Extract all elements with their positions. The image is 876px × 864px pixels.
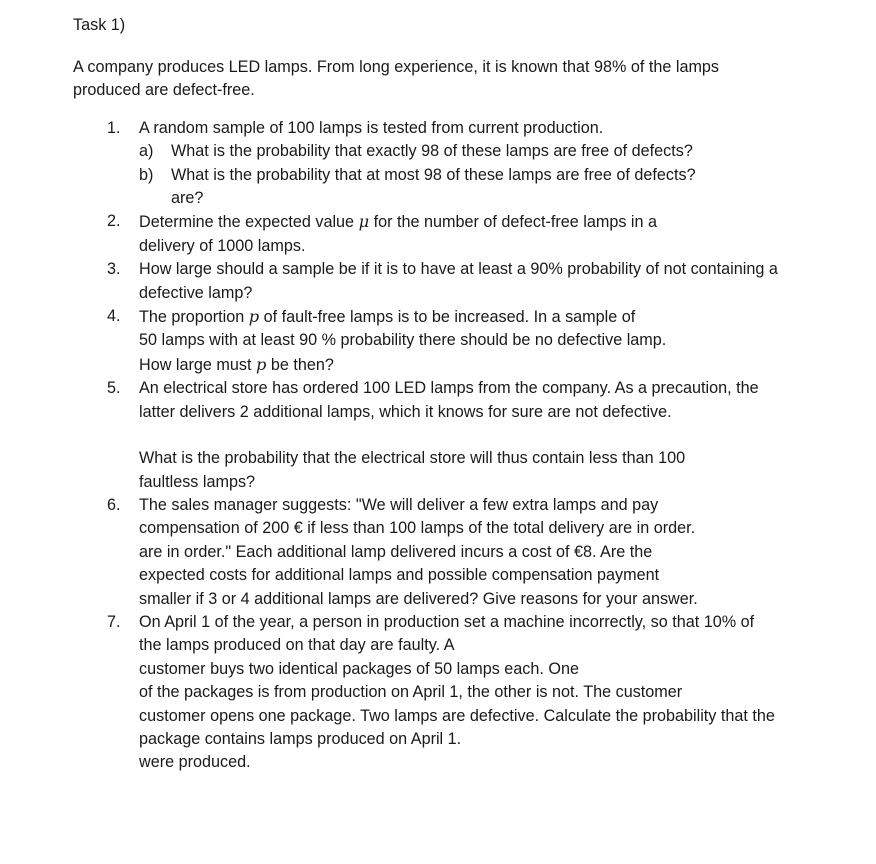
task-item-3 (73, 258, 863, 305)
intro-line: produced are defect-free. (73, 81, 255, 100)
task-text: The sales manager suggests: "We will deliver a few extra lamps and pay (139, 495, 659, 514)
p-symbol: p (255, 354, 267, 374)
task-text: faultless lamps? (139, 472, 256, 491)
task-text: A random sample of 100 lamps is tested from current production. (139, 118, 604, 137)
task-text (139, 210, 863, 234)
task-item-5 (73, 377, 863, 494)
task-text-part: for the number of defect-free lamps in a (369, 213, 658, 232)
task-text-part: of fault-free lamps is to be increased. In a sample of (259, 308, 636, 327)
task-text: What is the probability that the electrical store will thus contain less than 100 (139, 449, 686, 468)
task-text: An electrical store has ordered 100 LED lamps from the company. As a precaution, the (139, 379, 759, 398)
task-text: latter delivers 2 additional lamps, which it knows for sure are not defective. (139, 402, 672, 421)
task-text: package contains lamps produced on April 1. (139, 729, 462, 748)
task-text-part: The proportion (139, 308, 249, 327)
task-text-part: How large must (139, 355, 256, 374)
subtask-letter: b) (139, 165, 154, 184)
p-symbol: p (248, 307, 260, 327)
task-text: defective lamp? (139, 283, 253, 302)
task-text: On April 1 of the year, a person in production set a machine incorrectly, so that 10% of (139, 612, 755, 631)
intro-line: A company produces LED lamps. From long experience, it is known that 98% of the lamps (73, 58, 720, 76)
subtask-text: are? (171, 189, 204, 208)
task-item-1 (73, 117, 863, 211)
subtask-a (139, 140, 863, 163)
task-number: 2. (107, 212, 121, 231)
task-text (139, 353, 863, 377)
task-text: delivery of 1000 lamps. (139, 236, 306, 255)
task-text: customer buys two identical packages of 50 lamps each. One (139, 659, 579, 678)
task-item-7 (73, 611, 863, 775)
task-text: How large should a sample be if it is to have at least a 90% probability of not containing a (139, 260, 778, 279)
task-text: compensation of 200 € if less than 100 lamps of the total delivery are in order. (139, 519, 696, 538)
task-text: the lamps produced on that day are faulty. A (139, 636, 455, 655)
task-item-2 (73, 210, 863, 258)
task-text: of the packages is from production on April 1, the other is not. The customer (139, 683, 683, 702)
task-number: 3. (107, 260, 121, 279)
subtask-list (139, 140, 863, 210)
task-number: 6. (107, 495, 121, 514)
subtask-b (139, 164, 863, 211)
intro-paragraph (73, 56, 863, 103)
task-text-part: Determine the expected value (139, 213, 359, 232)
task-text-part: be then? (266, 355, 334, 374)
task-text: smaller if 3 or 4 additional lamps are delivered? Give reasons for your answer. (139, 589, 698, 608)
task-number: 7. (107, 612, 121, 631)
subtask-text: What is the probability that exactly 98 of these lamps are free of defects? (171, 142, 693, 161)
task-text: were produced. (139, 753, 251, 772)
task-text: expected costs for additional lamps and possible compensation payment (139, 566, 660, 585)
task-text: are in order." Each additional lamp delivered incurs a cost of €8. Are the (139, 542, 653, 561)
task-list (73, 117, 863, 775)
task-number: 1. (107, 118, 121, 137)
task-number: 4. (107, 307, 121, 326)
task-item-4 (73, 305, 863, 377)
task-number: 5. (107, 379, 121, 398)
subtask-letter: a) (139, 142, 154, 161)
task-text: customer opens one package. Two lamps are defective. Calculate the probability that the (139, 706, 775, 725)
mu-symbol: μ (358, 212, 370, 232)
task-item-6 (73, 494, 863, 611)
task-title: Task 1) (73, 16, 126, 34)
task-text (139, 305, 863, 329)
subtask-text: What is the probability that at most 98 of these lamps are free of defects? (171, 165, 696, 184)
paragraph-gap (139, 424, 863, 447)
document-page (73, 14, 863, 775)
task-text: 50 lamps with at least 90 % probability there should be no defective lamp. (139, 331, 667, 350)
